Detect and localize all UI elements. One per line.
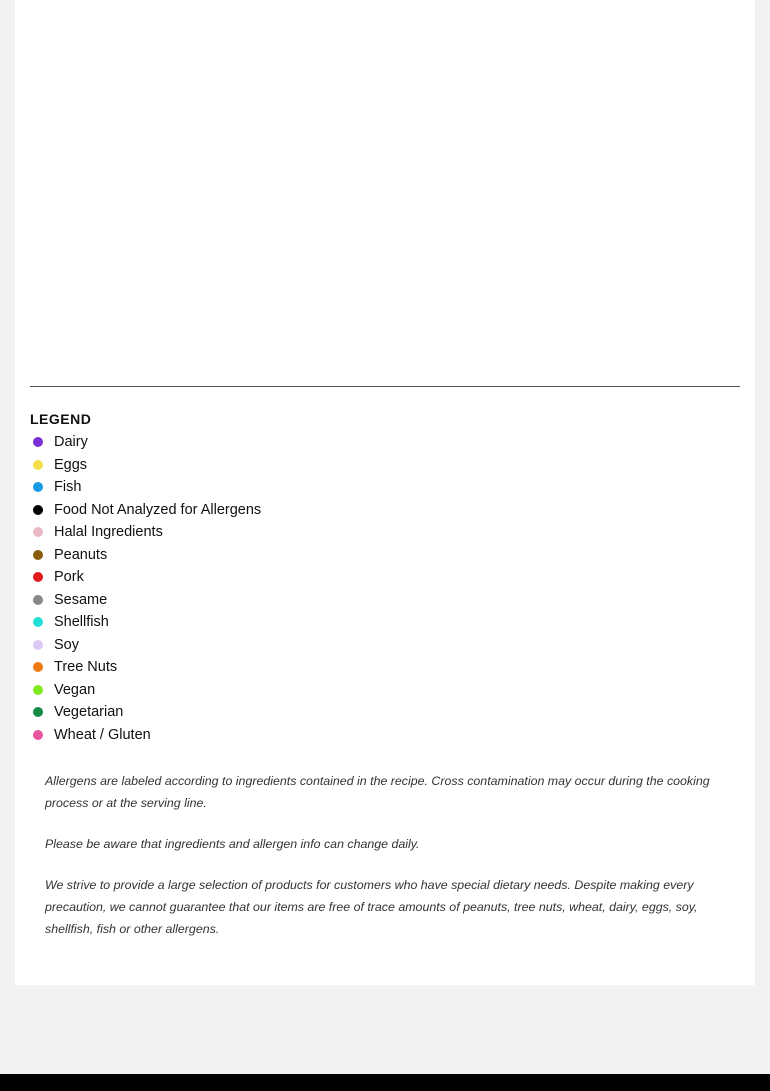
legend-item [30,611,261,634]
menu-content-card [15,0,755,985]
legend-item-label: Vegetarian [54,704,124,721]
legend-item-label: Eggs [54,456,88,473]
legend-item [30,724,261,747]
footer-bar [0,1074,770,1091]
legend-item-label: Dairy [54,434,88,451]
legend-item [30,499,261,522]
legend-item [30,701,261,724]
legend-item-label: Sesame [54,591,108,608]
legend-item-label: Food Not Analyzed for Allergens [54,501,262,518]
legend-item-label: Tree Nuts [54,659,118,676]
legend-item-label: Shellfish [54,614,109,631]
legend-item [30,544,261,567]
fish-dot-icon [33,482,43,492]
tree-nuts-dot-icon [33,662,43,672]
eggs-dot-icon [33,460,43,470]
sesame-dot-icon [33,595,43,605]
legend-item-label: Fish [54,479,82,496]
wheat-gluten-dot-icon [33,730,43,740]
dairy-dot-icon [33,437,43,447]
legend-item-label: Wheat / Gluten [54,726,151,743]
vegetarian-dot-icon [33,707,43,717]
legend-item [30,431,261,454]
legend-title: LEGEND [30,411,92,427]
peanuts-dot-icon [33,550,43,560]
legend-item [30,634,261,657]
not-analyzed-dot-icon [33,505,43,515]
halal-dot-icon [33,527,43,537]
section-divider [30,386,740,387]
soy-dot-icon [33,640,43,650]
legend-item-label: Vegan [54,681,96,698]
shellfish-dot-icon [33,617,43,627]
daily-change-note: Please be aware that ingredients and allergen info can change daily. [45,837,420,851]
legend-item [30,454,261,477]
legend-list [30,431,261,746]
pork-dot-icon [33,572,43,582]
legend-item [30,589,261,612]
legend-item-label: Soy [54,636,79,653]
dietary-disclaimer-note: We strive to provide a large selection of products for customers who have special dietary needs. Despite making every precaution, we cannot guarantee that our items are free of trace amounts of peanuts, tree nuts, wheat, dairy, eggs, soy, shellfish, fish or other allergens. [45,878,698,936]
vegan-dot-icon [33,685,43,695]
legend-item-label: Pork [54,569,84,586]
legend-item [30,679,261,702]
legend-item [30,521,261,544]
legend-item [30,476,261,499]
legend-item-label: Halal Ingredients [54,524,163,541]
allergen-notes [45,770,730,959]
legend-item-label: Peanuts [54,546,108,563]
legend-item [30,656,261,679]
cross-contamination-note: Allergens are labeled according to ingredients contained in the recipe. Cross contamination may occur during the cooking process or at the serving line. [45,774,710,810]
legend-item [30,566,261,589]
